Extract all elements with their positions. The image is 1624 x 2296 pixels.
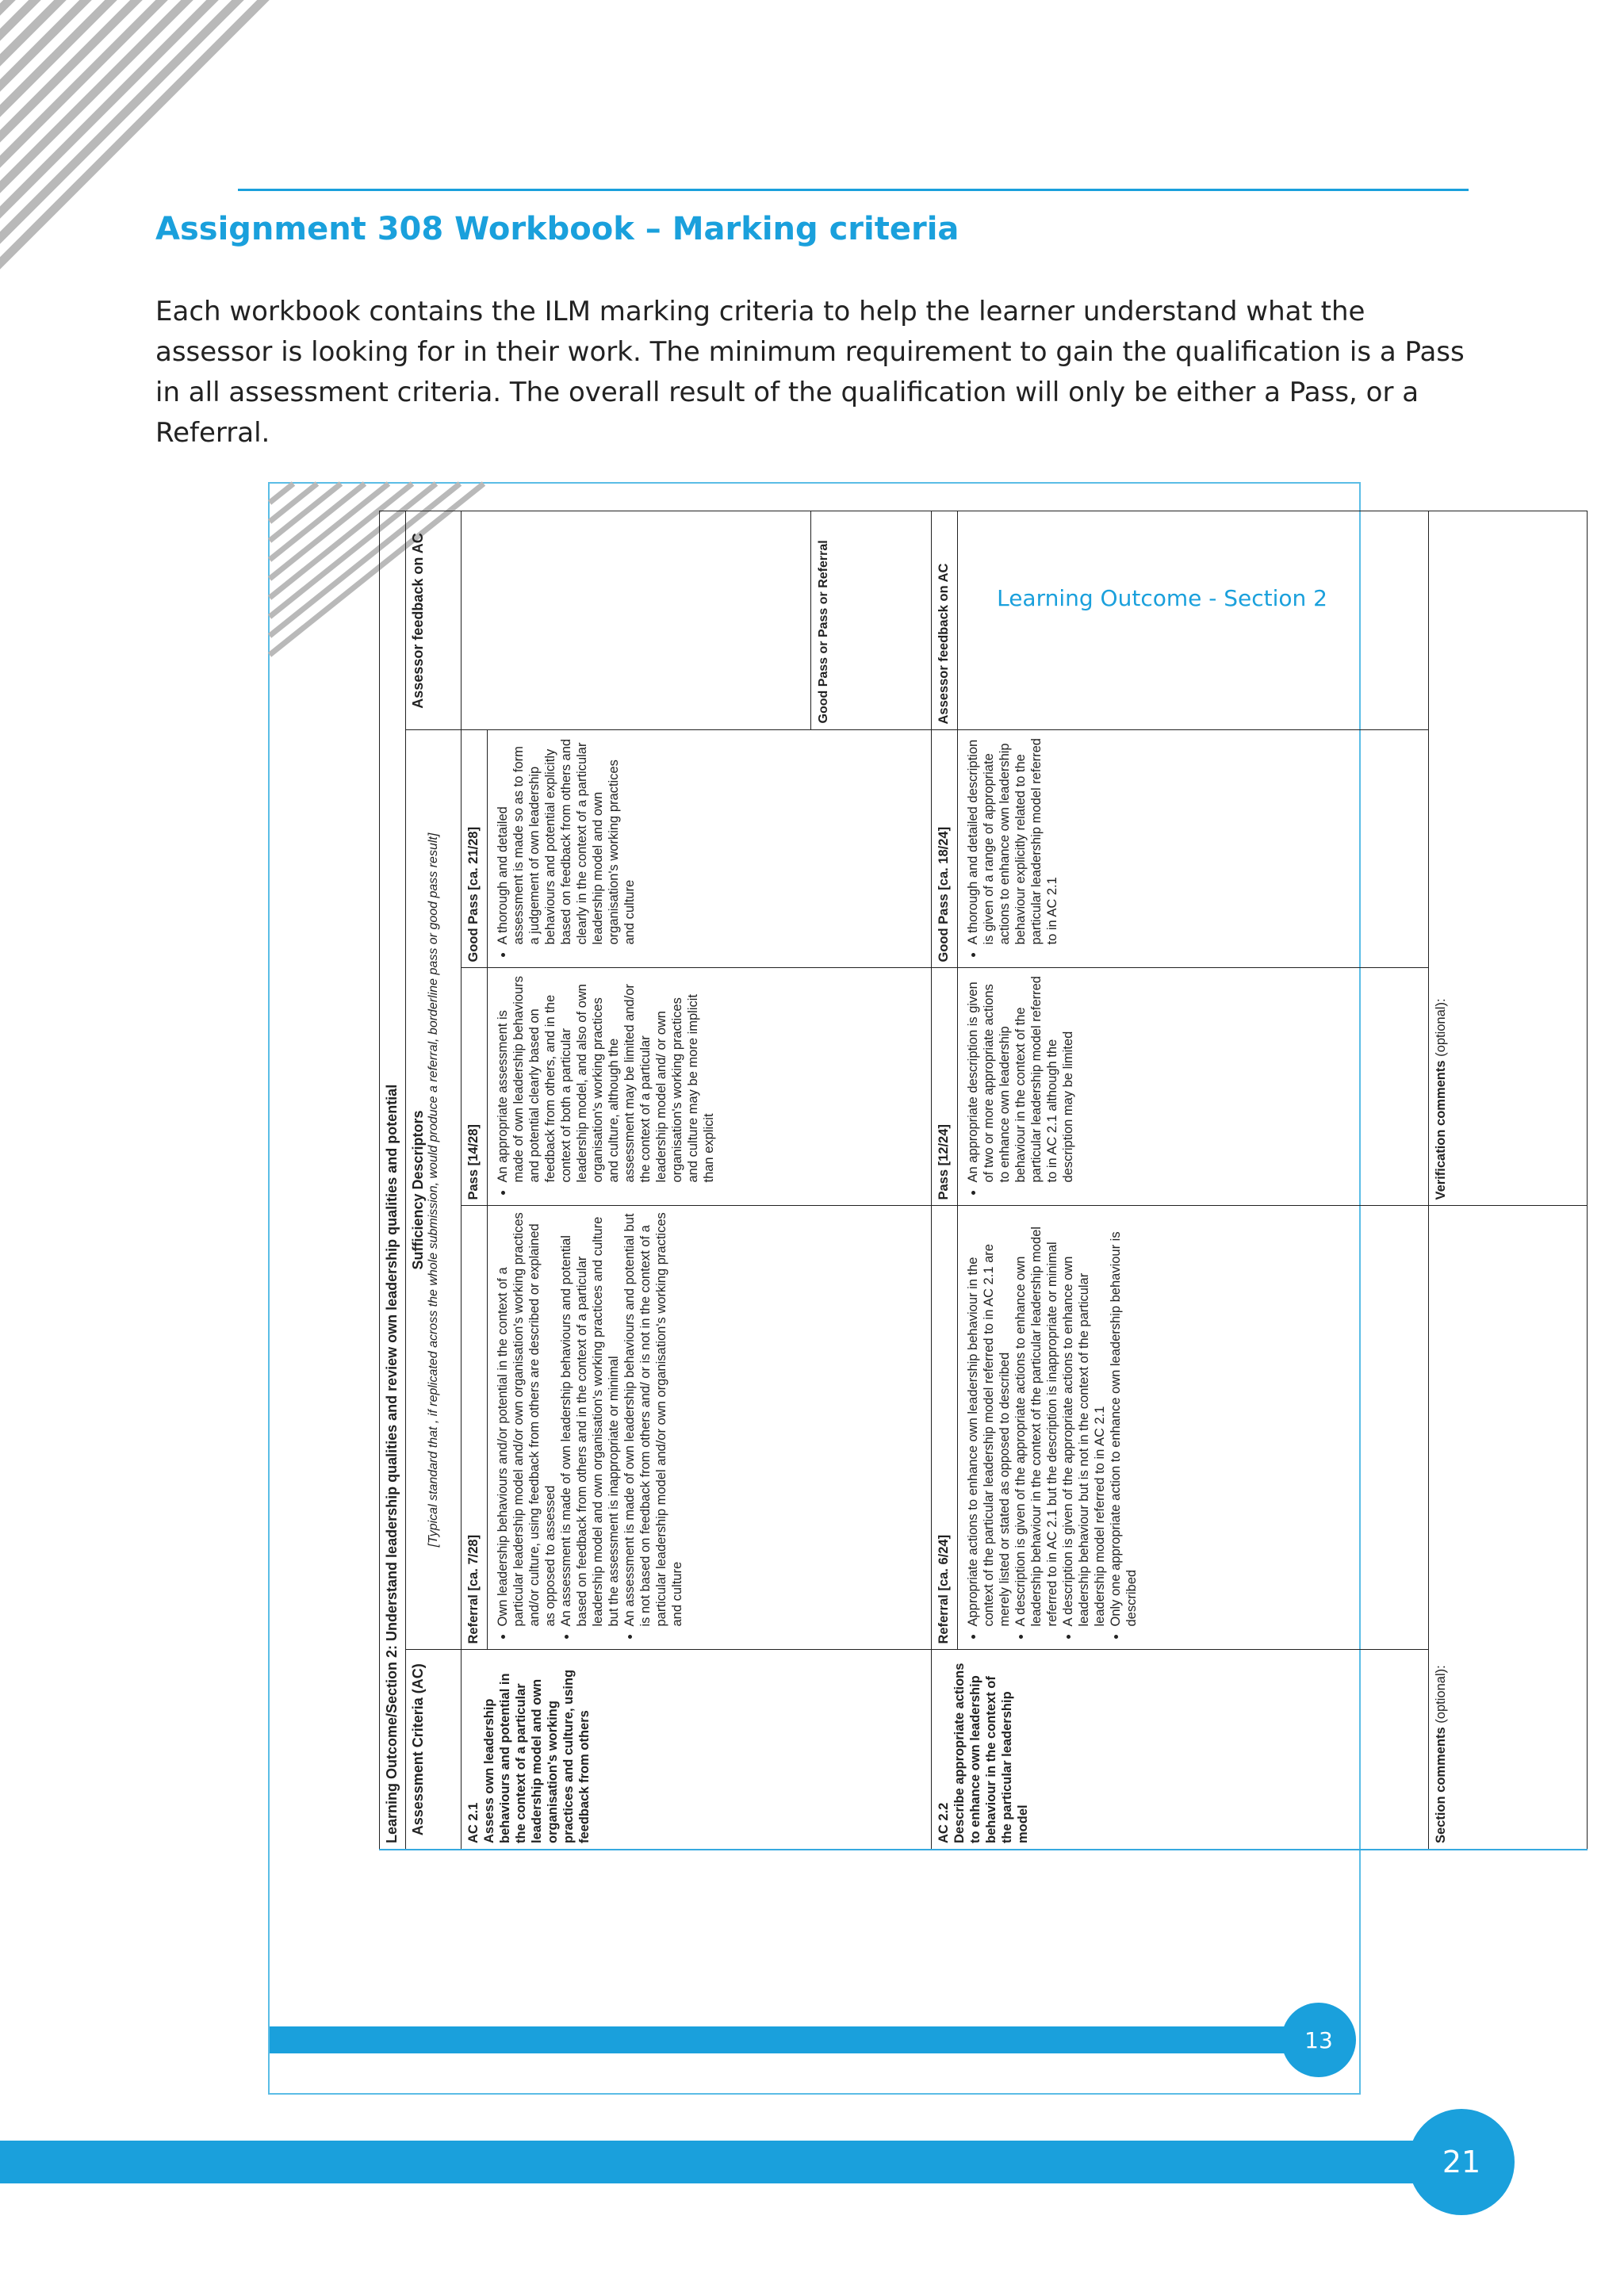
list-item: • Appropriate actions to enhance own leadership behaviour in the context of the particular leadership model referred to in AC 2.1 are merely listed or stated as opposed to described	[965, 1212, 1013, 1627]
ac-2-1-referral-label: Referral [ca. 7/28]	[462, 1206, 488, 1650]
list-item: • A description is given of the appropriate actions to enhance own leadership behaviour but is not in the context of the particular leadership model referred to in AC 2.1	[1060, 1212, 1108, 1627]
ac-2-1-text: Assess own leadership behaviours and potential in the context of a particular leadership model and own organisation's working practices and culture, using feedback from others	[482, 1669, 592, 1843]
ac-2-2-feedback-cell	[958, 511, 1429, 730]
ac-2-1-cell	[462, 1650, 932, 1850]
verification-comments-label: Verification comments	[1434, 1060, 1448, 1200]
footer-bar	[0, 2141, 1475, 2183]
rotated-table-container	[379, 512, 1588, 1850]
embedded-page-number: 13	[1281, 2003, 1356, 2077]
verification-comments-cell[interactable]	[1429, 511, 1588, 1206]
ac-2-1-code: AC 2.1	[466, 1802, 481, 1843]
ac-2-1-good-pass-cell	[488, 730, 932, 968]
header-rule	[238, 189, 1469, 191]
col-header-sufficiency-label: Sufficiency Descriptors	[410, 1110, 426, 1270]
list-item: • An appropriate assessment is made of own leadership behaviours and potential clearly based on feedback from others, and in the context of both a particular leadership model, and also of own organisation's working practices and culture, although the assessment may be limited and/or the context of a particular leadership model and/ or own organisation's working practices and culture may be more implicit than explicit	[495, 974, 717, 1183]
list-item: • An assessment is made of own leadership behaviours and potential based on feedback from others and in the context of a particular leadership model and own organisation's working practices and culture but the assessment is inappropriate or minimal	[558, 1212, 622, 1627]
verification-comments-optional: (optional):	[1434, 998, 1448, 1057]
list-item: • Own leadership behaviours and/or potential in the context of a particular leadership model and/or own organisation's working practices and/or culture, using feedback from others are described or explained as opposed to assessed	[495, 1212, 558, 1627]
list-item: • An appropriate description is given of two or more appropriate actions to enhance own leadership behaviour in the context of the particular leadership model referred to in AC 2.1 although the description may be limited	[965, 974, 1076, 1183]
ac-2-2-pass-cell	[958, 968, 1429, 1206]
section-comments-optional: (optional):	[1434, 1665, 1448, 1724]
list-item: • A description is given of the appropriate actions to enhance own leadership behaviour in the context of the particular leadership model referred to in AC 2.1 but the description is inappropriate or minimal	[1013, 1212, 1060, 1627]
ac-2-1-pass-cell	[488, 968, 932, 1206]
ac-2-2-code: AC 2.2	[936, 1802, 951, 1843]
marking-criteria-table	[379, 511, 1588, 1850]
list-item: • Only one appropriate action to enhance own leadership behaviour is described	[1108, 1212, 1139, 1627]
ac-2-1-pass-label: Pass [14/28]	[462, 968, 488, 1206]
col-header-sufficiency	[406, 730, 462, 1650]
list-item: • A thorough and detailed assessment is made so as to form a judgement of own leadership behaviours and potential explicitly based on feedback from others and clearly in the context of a particular leadership model and own organisation's working practices and culture	[495, 737, 638, 945]
ac-2-2-good-pass-label: Good Pass [ca. 18/24]	[932, 730, 958, 968]
col-header-feedback: Assessor feedback on AC	[406, 511, 462, 730]
ac-2-2-pass-label: Pass [12/24]	[932, 968, 958, 1206]
intro-paragraph: Each workbook contains the ILM marking criteria to help the learner understand what the assessor is looking for in their work. The minimum requirement to gain the qualification is a Pass in all assessment criteria. The overall result of the qualification will only be either a Pass, or a Referral.	[155, 296, 1465, 449]
ac-2-2-cell	[932, 1650, 1429, 1850]
ac-2-2-referral-label: Referral [ca. 6/24]	[932, 1206, 958, 1650]
page-title: Assignment 308 Workbook – Marking criteria	[155, 211, 959, 247]
ac-2-1-referral-cell	[488, 1206, 932, 1650]
rotated-table-viewport	[379, 533, 1588, 1980]
ac-2-2-text: Describe appropriate actions to enhance own leadership behaviour in the context of the particular leadership model	[952, 1663, 1030, 1843]
ac-2-1-good-pass-label: Good Pass [ca. 21/28]	[462, 730, 488, 968]
ac-2-1-feedback-space	[462, 511, 811, 729]
ac-2-1-feedback-cell	[462, 511, 932, 730]
embedded-page	[268, 482, 1448, 2095]
col-header-ac: Assessment Criteria (AC)	[406, 1650, 462, 1850]
list-item: • An assessment is made of own leadership behaviours and potential but is not based on feedback from others and/ or is not in the context of a particular leadership model and/or own organisation's working practices and culture	[622, 1212, 685, 1627]
embedded-footer-bar	[270, 2026, 1308, 2053]
ac-2-2-good-pass-cell	[958, 730, 1429, 968]
section-comments-label: Section comments	[1434, 1727, 1448, 1843]
col-header-sufficiency-note: [Typical standard that , if replicated across the whole submission, would produce a referral, borderline pass or good pass result]	[427, 832, 440, 1548]
list-item: • A thorough and detailed description is given of a range of appropriate actions to enhance own leadership behaviour explicitly related to the particular leadership model referred to in AC 2.1	[965, 737, 1060, 945]
learning-outcome-heading: Learning Outcome - Section 2	[997, 585, 1327, 611]
ac-2-1-grade-note: Good Pass or Pass or Referral	[817, 540, 830, 724]
section-comments-cell[interactable]	[1429, 1206, 1588, 1850]
page-number: 21	[1408, 2109, 1515, 2215]
ac-2-2-referral-cell	[958, 1206, 1429, 1650]
table-title: Learning Outcome/Section 2: Understand leadership qualities and review own leadership qualities and potential	[380, 511, 406, 1850]
ac-2-2-feedback-header: Assessor feedback on AC	[932, 511, 958, 730]
